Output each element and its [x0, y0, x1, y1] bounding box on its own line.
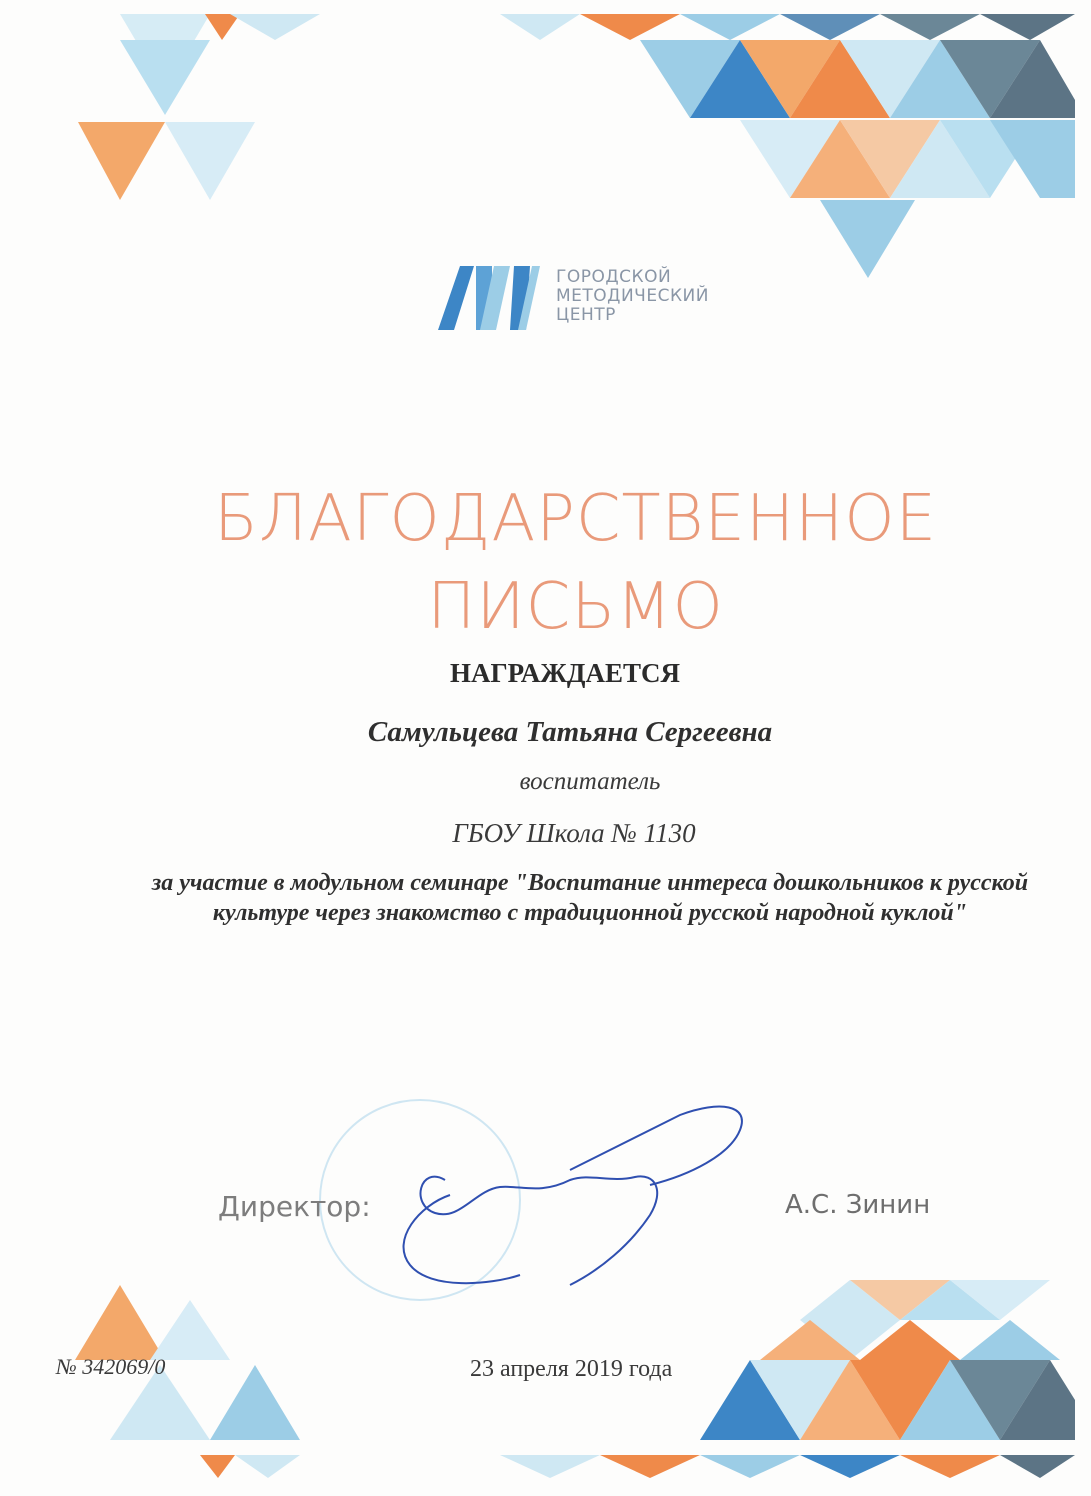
document-number: № 342069/0	[56, 1354, 166, 1379]
title-line-1: БЛАГОДАРСТВЕННОЕ	[213, 482, 938, 556]
director-name: А.С. Зинин	[785, 1190, 931, 1220]
title-line-2: ПИСЬМО	[427, 570, 724, 644]
recipient-organization: ГБОУ Школа № 1130	[452, 818, 696, 848]
recipient-name: Самульцева Татьяна Сергеевна	[367, 716, 773, 748]
logo-line-2: МЕТОДИЧЕСКИЙ	[556, 286, 709, 306]
award-reason: за участие в модульном семинаре "Воспитание интереса дошкольников к русской культуре через знакомство с традиционной русской народной куклой"	[151, 870, 1029, 926]
document-date: 23 апреля 2019 года	[470, 1356, 673, 1382]
director-label: Директор:	[218, 1190, 371, 1223]
logo-line-3: ЦЕНТР	[556, 305, 616, 325]
logo-line-1: ГОРОДСКОЙ	[556, 267, 672, 287]
recipient-position: воспитатель	[519, 768, 661, 795]
logo-text	[556, 268, 709, 325]
awarded-label: НАГРАЖДАЕТСЯ	[449, 658, 680, 688]
